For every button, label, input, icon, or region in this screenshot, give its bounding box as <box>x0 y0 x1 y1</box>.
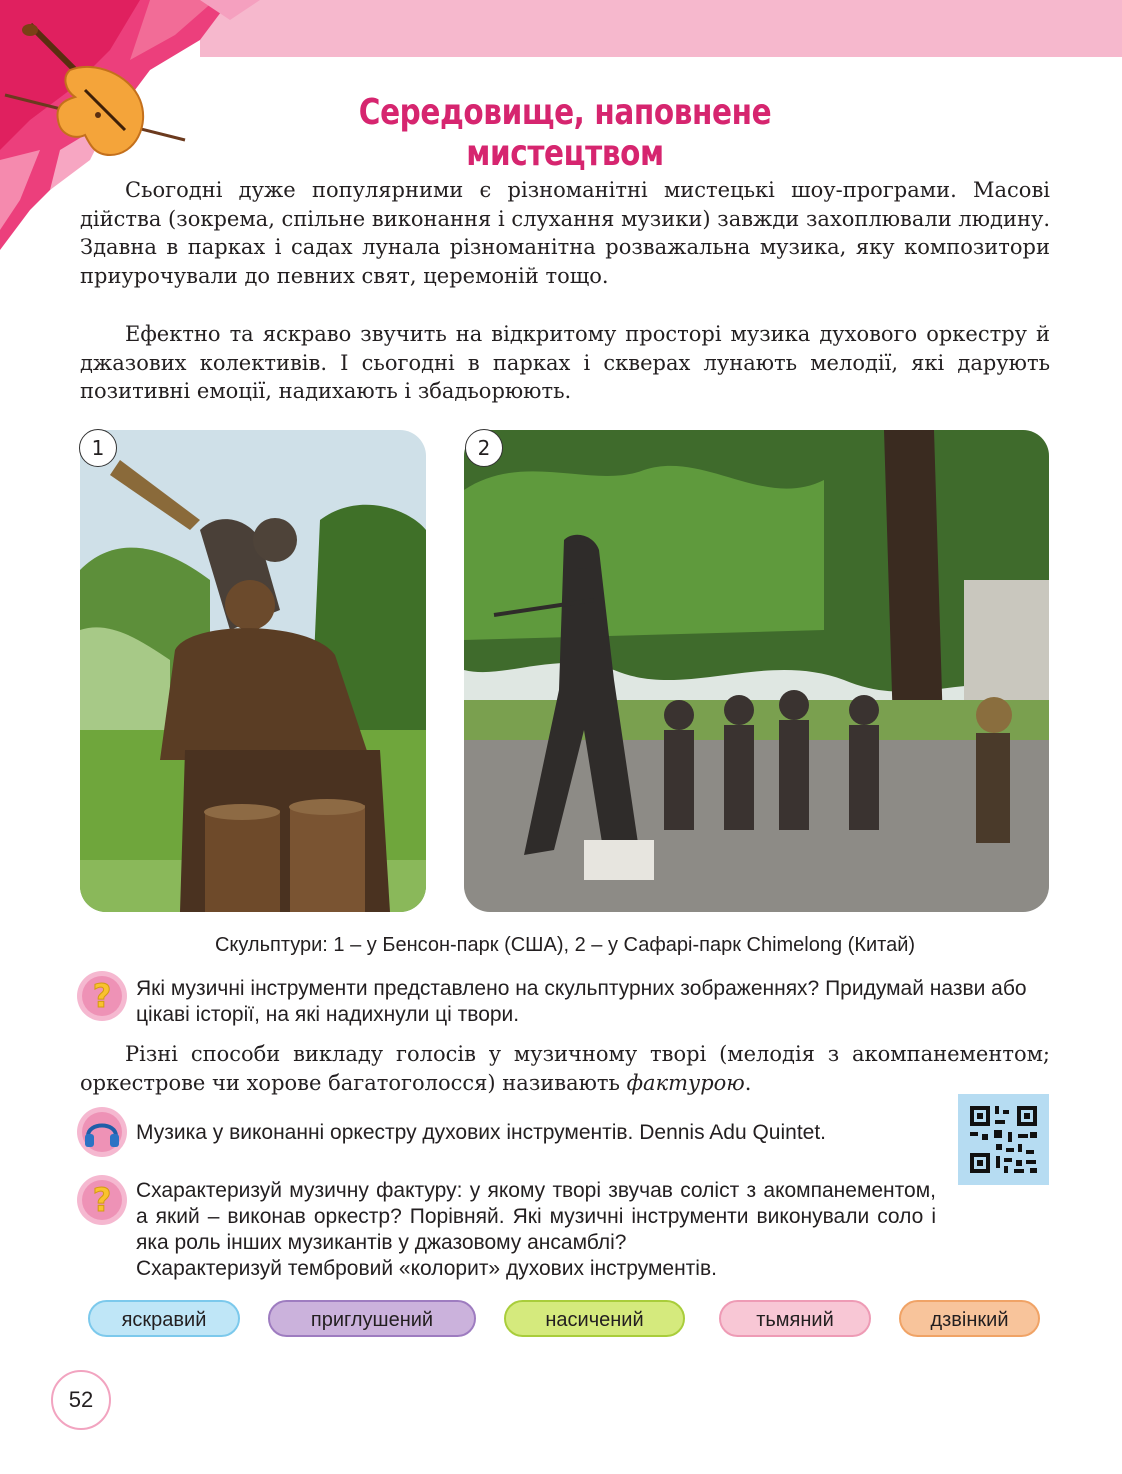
tag-dim: тьмяний <box>719 1300 871 1337</box>
paragraph-3-end: . <box>744 1070 752 1095</box>
question-2-line2: Схарактеризуй тембровий «колорит» духових інструментів. <box>136 1257 717 1280</box>
tag-muffled: приглушений <box>268 1300 476 1337</box>
svg-text:?: ? <box>92 977 112 1015</box>
figure-number-2: 2 <box>465 429 503 467</box>
headphones-icon <box>76 1106 128 1158</box>
svg-text:?: ? <box>92 1181 112 1219</box>
term-texture: фактурою <box>626 1070 745 1095</box>
paragraph-2: Ефектно та яскраво звучить на відкритому просторі музика духового оркестру й джазових колективів. І сьогодні в парках і скверах лунають мелодії, які дарують позитивні емоції, надихають і збадьорюють. <box>80 322 1050 403</box>
qr-code-icon[interactable] <box>958 1094 1049 1185</box>
photo-sculpture-violinist-children <box>464 430 1049 912</box>
question-1-text: Які музичні інструменти представлено на скульптурних зображеннях? Придумай назви або цікаві історії, на які надихнули ці твори. <box>136 977 1027 1026</box>
tag-rich: насичений <box>504 1300 685 1337</box>
tag-bright: яскравий <box>88 1300 240 1337</box>
question-icon <box>76 970 128 1022</box>
question-2-line1: Схарактеризуй музичну фактуру: у якому творі звучав соліст з акомпанементом, а який – виконав оркестр? Порівняй. Які музичні інструменти виконували соло і яка роль інших музикантів у джазовому ансамблі? <box>136 1179 936 1254</box>
page-title: Середовище, наповнене мистецтвом <box>358 92 772 174</box>
paragraph-1: Сьогодні дуже популярними є різноманітні мистецькі шоу-програми. Масові дійства (зокрема, спільне виконання і слухання музики) завжди захоплювали людину. Здавна в парках і садах лунала різноманітна розважальна музика, яку композитори приурочували до певних свят, церемоній тощо. <box>80 178 1050 288</box>
paragraph-3 <box>80 1040 1050 1097</box>
paragraph-3-text: Різні способи викладу голосів у музичному творі (мелодія з акомпанементом; оркестрове чи хорове багатоголосся) називають <box>80 1042 1050 1095</box>
figure-number-1: 1 <box>79 429 117 467</box>
question-2-text <box>136 1178 1049 1282</box>
top-banner <box>200 0 1122 57</box>
violin-icon <box>0 15 190 165</box>
photo-sculpture-musicians <box>80 430 426 912</box>
listening-text: Музика у виконанні оркестру духових інструментів. Dennis Adu Quintet. <box>136 1121 827 1144</box>
tag-ringing: дзвінкий <box>899 1300 1040 1337</box>
question-icon <box>76 1174 128 1226</box>
page-number: 52 <box>51 1370 111 1430</box>
figure-caption: Скульптури: 1 – у Бенсон-парк (США), 2 – у Сафарі-парк Chimelong (Китай) <box>214 934 916 956</box>
